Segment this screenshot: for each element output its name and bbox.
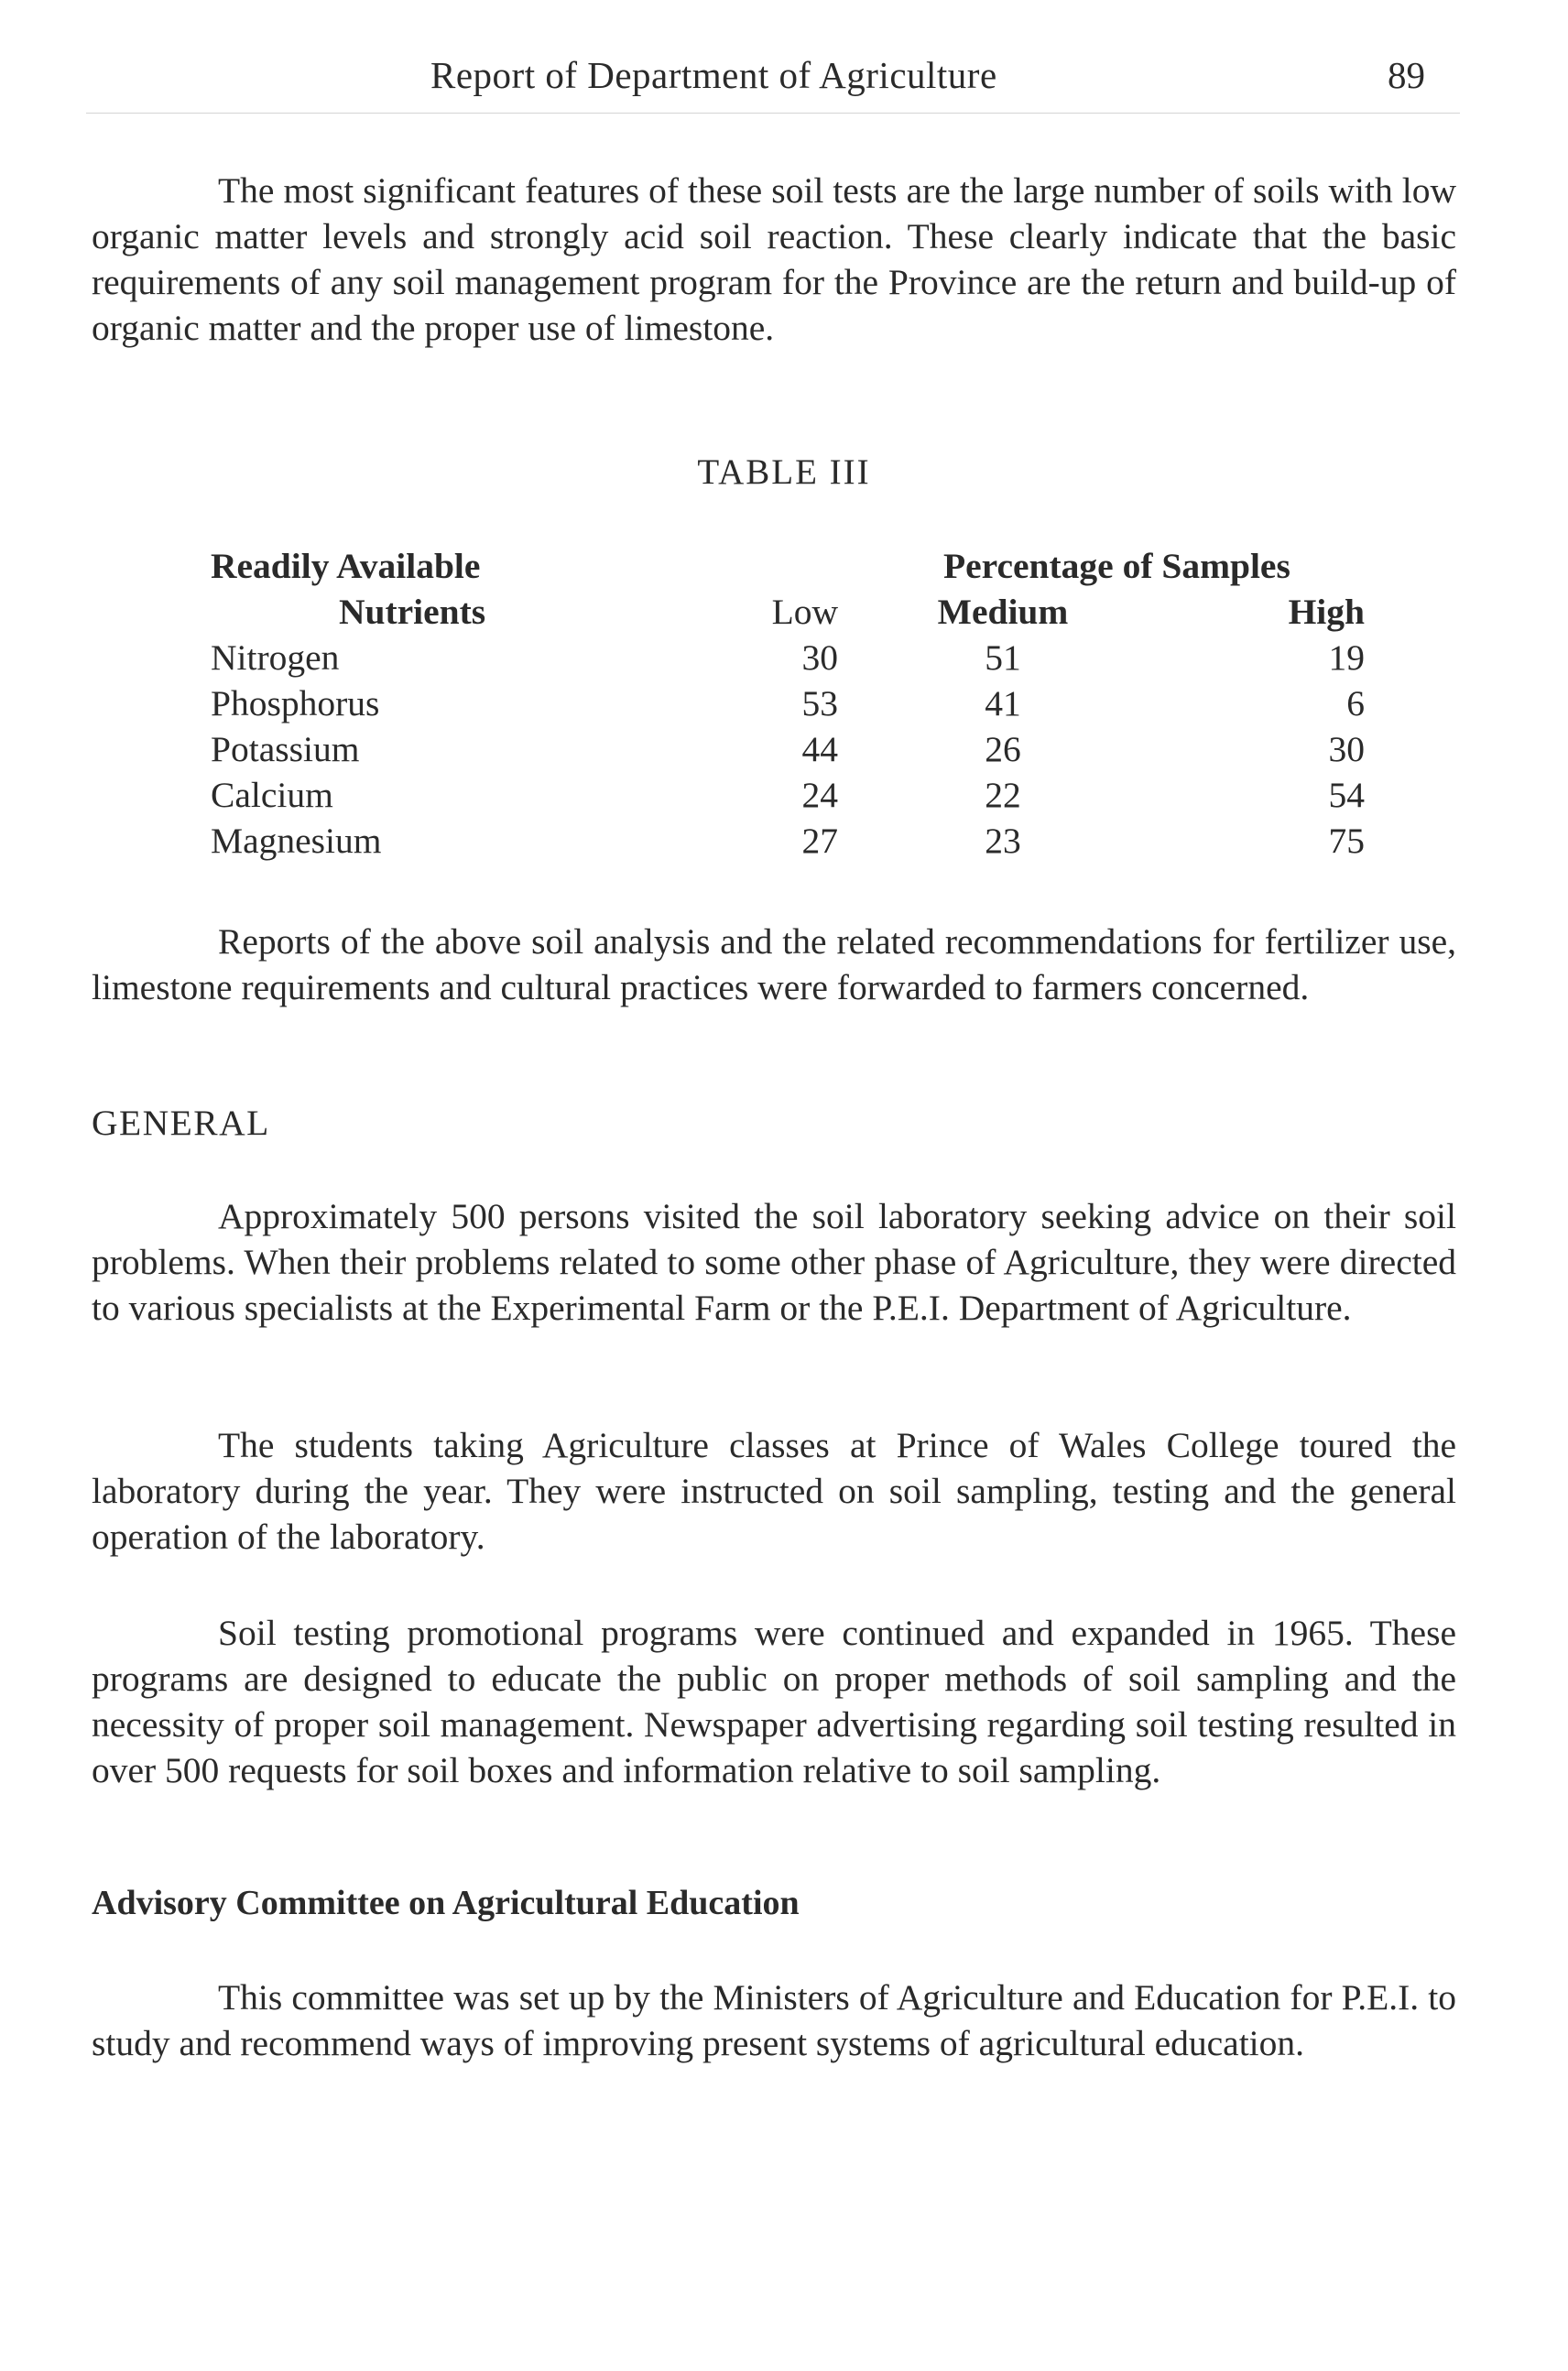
table-cell-high: 75 <box>1328 821 1365 861</box>
table-cell-nutrient: Phosphorus <box>211 683 380 723</box>
table-cell-medium: 22 <box>985 775 1021 815</box>
paragraph-promotional-programs <box>92 1610 1456 1793</box>
paragraph-text: The most significant features of these soil tests are the large number of soils with low organic matter levels and strongly acid soil reaction. These clearly indicate that the basic requirements of any soil management program for the Province are the return and build-up of organic matter and the proper use of limestone. <box>92 170 1456 348</box>
table-cell-high: 54 <box>1328 775 1365 815</box>
table-cell-nutrient: Potassium <box>211 729 360 769</box>
table-header-medium: Medium <box>937 592 1069 632</box>
paragraph-text: This committee was set up by the Ministers of Agriculture and Education for P.E.I. to study and recommend ways of improving present systems of agricultural education. <box>92 1977 1456 2063</box>
header-rule <box>86 113 1460 114</box>
table-cell-low: 27 <box>801 821 838 861</box>
paragraph-text: Reports of the above soil analysis and the related recommendations for fertilizer use, limestone requirements and cultural practices were forwarded to farmers concerned. <box>92 921 1456 1007</box>
table-cell-low: 24 <box>801 775 838 815</box>
paragraph-reports <box>92 919 1456 1010</box>
paragraph-soil-test-features <box>92 168 1456 351</box>
table-header-low: Low <box>771 592 838 632</box>
table-cell-high: 6 <box>1346 683 1365 723</box>
paragraph-text: Soil testing promotional programs were continued and expanded in 1965. These programs are designed to educate the public on proper methods of soil sampling and the necessity of proper soil management. Newspaper advertising regarding soil testing resulted in over 500 requests for soil boxes and information relative to soil sampling. <box>92 1613 1456 1790</box>
table-cell-low: 44 <box>801 729 838 769</box>
table-cell-medium: 26 <box>985 729 1021 769</box>
table-cell-low: 53 <box>801 683 838 723</box>
section-heading-advisory-committee: Advisory Committee on Agricultural Education <box>92 1884 800 1922</box>
table-title: TABLE III <box>697 452 871 492</box>
table-cell-medium: 51 <box>985 637 1021 678</box>
table-header-nutrients: Nutrients <box>339 592 486 632</box>
table-cell-low: 30 <box>801 637 838 678</box>
table-cell-nutrient: Nitrogen <box>211 637 340 678</box>
table-header-readily-available: Readily Available <box>211 546 481 586</box>
section-heading-general: GENERAL <box>92 1103 270 1143</box>
table-cell-nutrient: Magnesium <box>211 821 382 861</box>
table-cell-high: 30 <box>1328 729 1365 769</box>
paragraph-committee <box>92 1974 1456 2066</box>
running-title: Report of Department of Agriculture <box>430 54 997 96</box>
nutrients-table <box>211 543 1383 891</box>
paragraph-visitors <box>92 1193 1456 1331</box>
table-cell-medium: 23 <box>985 821 1021 861</box>
paragraph-text: Approximately 500 persons visited the soil laboratory seeking advice on their soil problems. When their problems related to some other phase of Agriculture, they were directed to various specialists at the Experimental Farm or the P.E.I. Department of Agriculture. <box>92 1196 1456 1328</box>
page-number: 89 <box>1388 54 1425 96</box>
table-cell-high: 19 <box>1328 637 1365 678</box>
paragraph-text: The students taking Agriculture classes at Prince of Wales College toured the laboratory during the year. They were instructed on soil sampling, testing and the general operation of the laboratory. <box>92 1425 1456 1557</box>
table-header-high: High <box>1288 592 1365 632</box>
table-cell-medium: 41 <box>985 683 1021 723</box>
paragraph-students <box>92 1422 1456 1560</box>
running-header <box>0 53 1568 108</box>
table-cell-nutrient: Calcium <box>211 775 333 815</box>
table-header-percentage-of-samples: Percentage of Samples <box>943 546 1290 586</box>
